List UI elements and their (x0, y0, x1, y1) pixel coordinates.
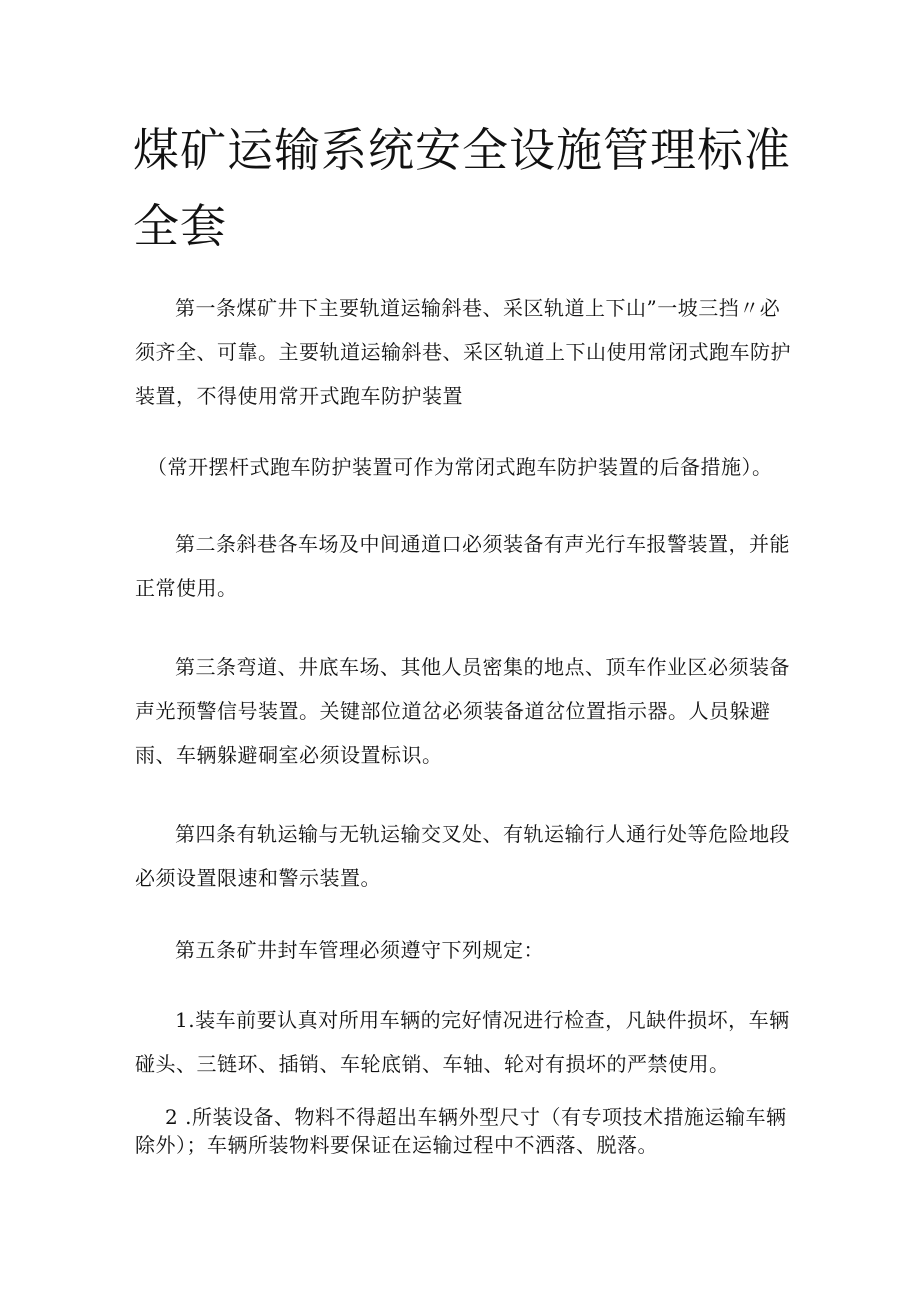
article-5: 第五条矿井封车管理必须遵守下列规定： (175, 938, 544, 962)
document-title: 煤矿运输系统安全设施管理标准全套 (133, 123, 791, 253)
article-4: 第四条有轨运输与无轨运输交叉处、有轨运输行人通行处等危险地段必须设置限速和警示装置。 (135, 822, 790, 890)
list-item-1: 1.装车前要认真对所用车辆的完好情况进行检查，凡缺件损坏，车辆碰头、三链环、插销、车轮底销、车轴、轮对有损坏的严禁使用。 (135, 1008, 790, 1076)
article-1-note: （常开摆杆式跑车防护装置可作为常闭式跑车防护装置的后备措施）。 (147, 455, 773, 479)
article-2: 第二条斜巷各车场及中间通道口必须装备有声光行车报警装置，并能正常使用。 (135, 532, 790, 600)
article-3: 第三条弯道、井底车场、其他人员密集的地点、顶车作业区必须装备声光预警信号装置。关键部位道岔必须装备道岔位置指示器。人员躲避雨、车辆躲避硐室必须设置标识。 (135, 655, 790, 767)
list-item-2: 2 .所装设备、物料不得超出车辆外型尺寸（有专项技术措施运输车辆除外）；车辆所装物料要保证在运输过程中不洒落、脱落。 (135, 1105, 787, 1157)
article-1: 第一条煤矿井下主要轨道运输斜巷、采区轨道上下山”一坡三挡〃必须齐全、可靠。主要轨道运输斜巷、采区轨道上下山使用常闭式跑车防护装置，不得使用常开式跑车防护装置 (135, 296, 791, 408)
